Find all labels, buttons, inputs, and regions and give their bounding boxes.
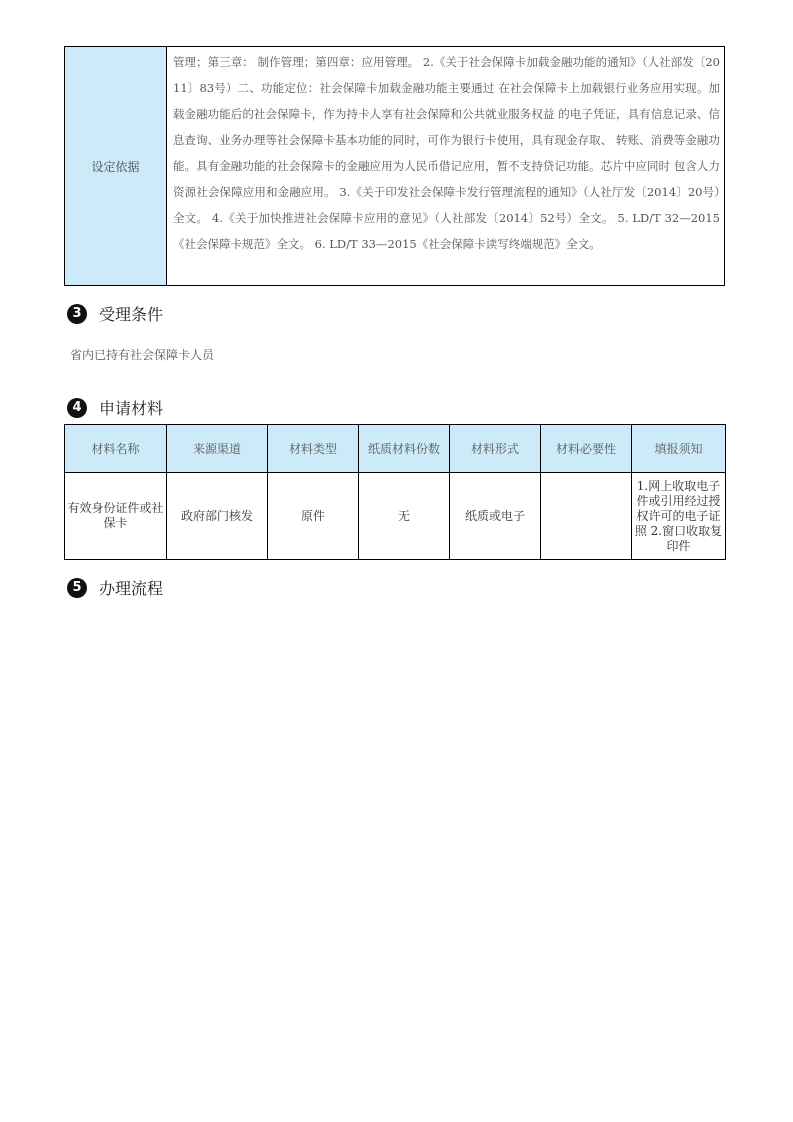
table-row: [65, 473, 726, 560]
basis-text: 管理；第三章： 制作管理；第四章：应用管理。 2.《关于社会保障卡加载金融功能的通知》（人社部发〔2011〕83号）二、功能定位：社会保障卡加载金融功能主要通过 在社会保障卡上加载银行业务应用实现。加载金融功能后的社会保障卡，作为持卡人享有社会保障和公共就业服务权益 的电子凭证，具有信息记录、信息查询、业务办理等社会保障卡基本功能的同时，可作为银行卡使用，具有现金存取、 转账、消费等金融功能。具有金融功能的社会保障卡的金融应用为人民币借记应用，暂不支持贷记功能。芯片中应同时 包含人力资源社会保障应用和金融应用。 3.《关于印发社会保障卡发行管理流程的通知》（人社厅发〔2014〕20号）全文。 4.《关于加快推进社会保障卡应用的意见》（人社部发〔2014〕52号）全文。 5. LD/T 32—2015《社会保障卡规范》全文。 6. LD/T 33—2015《社会保障卡读写终端规范》全文。: [167, 47, 725, 286]
section-number-badge: 5: [67, 578, 87, 598]
basis-row: [65, 47, 725, 286]
section-conditions: [67, 302, 163, 325]
table-cell: [541, 473, 632, 560]
section-process: [67, 576, 163, 599]
column-header: 来源渠道: [167, 425, 268, 473]
column-header: 纸质材料份数: [359, 425, 450, 473]
table-cell: 无: [359, 473, 450, 560]
basis-label: 设定依据: [65, 47, 167, 286]
table-header-row: [65, 425, 726, 473]
column-header: 材料形式: [450, 425, 541, 473]
table-cell: 纸质或电子: [450, 473, 541, 560]
materials-table: [64, 424, 726, 560]
column-header: 填报须知: [632, 425, 726, 473]
section-title-materials: 申请材料: [99, 399, 164, 418]
conditions-text: 省内已持有社会保障卡人员: [70, 348, 215, 362]
basis-table: [64, 46, 725, 286]
column-header: 材料必要性: [541, 425, 632, 473]
section-title-process: 办理流程: [99, 579, 164, 598]
section-number-badge: 4: [67, 398, 87, 418]
table-cell: 1.网上收取电子件或引用经过授权许可的电子证照 2.窗口收取复印件: [632, 473, 726, 560]
column-header: 材料名称: [65, 425, 167, 473]
section-materials: [67, 396, 163, 419]
table-cell: 有效身份证件或社保卡: [65, 473, 167, 560]
table-cell: 政府部门核发: [167, 473, 268, 560]
table-cell: 原件: [268, 473, 359, 560]
section-number-badge: 3: [67, 304, 87, 324]
section-title-conditions: 受理条件: [99, 305, 164, 324]
column-header: 材料类型: [268, 425, 359, 473]
